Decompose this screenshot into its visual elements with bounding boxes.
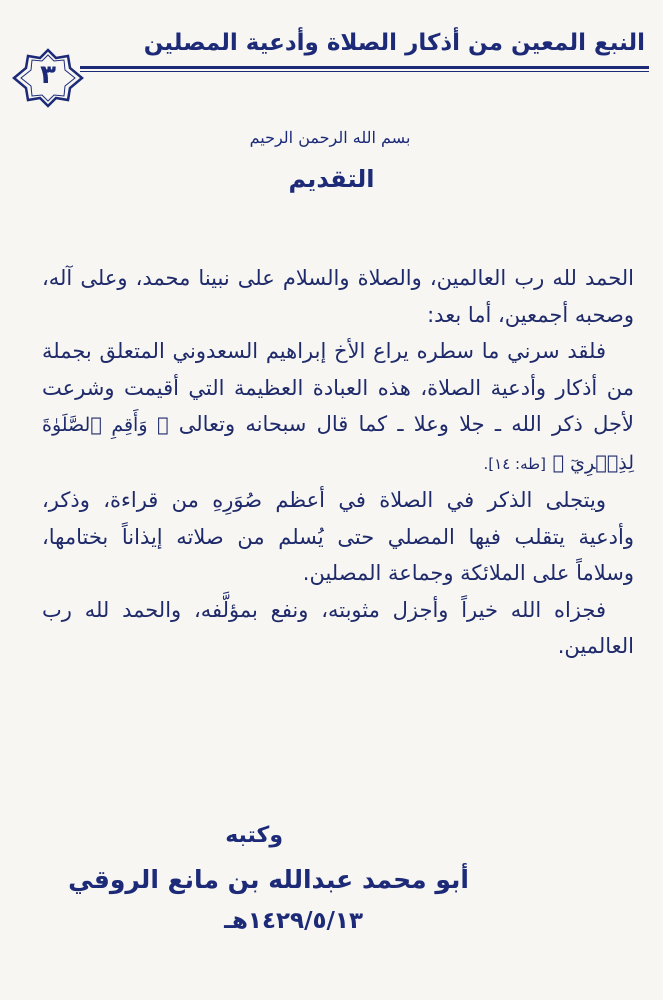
paragraph-3: ويتجلى الذكر في الصلاة في أعظم صُوَرِهِ من قراءة، وذكر، وأدعية يتقلب فيها المصلي حتى يُسلم من صلاته إيذاناً بختامها، وسلاماً على الملائكة وجماعة المصلين. bbox=[42, 488, 634, 585]
basmala: بسم الله الرحمن الرحيم bbox=[249, 128, 411, 147]
page-number-badge bbox=[12, 48, 84, 108]
book-title: النبع المعين من أذكار الصلاة وأدعية المصلين bbox=[143, 30, 645, 56]
quran-verse: ﴿ وَأَقِمِ ٱلصَّلَوٰةَ لِذِكۡرِيٓ ﴾ bbox=[42, 414, 634, 474]
page-number: ٣ bbox=[40, 60, 56, 90]
author-name: أبو محمد عبدالله بن مانع الروقي bbox=[68, 865, 469, 894]
section-heading: التقديم bbox=[288, 165, 375, 193]
paragraph-2 bbox=[42, 333, 634, 482]
page-header bbox=[0, 0, 663, 110]
signoff-date: ١٤٢٩/٥/١٣هـ bbox=[224, 908, 363, 934]
body-text bbox=[42, 260, 634, 665]
verse-reference: [طه: ١٤]. bbox=[483, 454, 546, 473]
paragraph-4: فجزاه الله خيراً وأجزل مثوبته، ونفع بمؤلَّفه، والحمد لله رب العالمين. bbox=[42, 597, 634, 658]
header-rule-thin bbox=[80, 71, 649, 72]
signoff-wrote: وكتبه bbox=[225, 823, 283, 848]
header-rule bbox=[80, 66, 649, 69]
paragraph-2-text: فلقد سرني ما سطره يراع الأخ إبراهيم السعدوني المتعلق بجملة من أذكار وأدعية الصلاة، هذه العبادة العظيمة التي أقيمت وشرعت لأجل ذكر الله ـ جلا وعلا ـ كما قال سبحانه وتعالى bbox=[42, 339, 634, 436]
signoff bbox=[0, 813, 663, 973]
paragraph-1: الحمد لله رب العالمين، والصلاة والسلام على نبينا محمد، وعلى آله، وصحبه أجمعين، أما بعد: bbox=[42, 266, 634, 327]
